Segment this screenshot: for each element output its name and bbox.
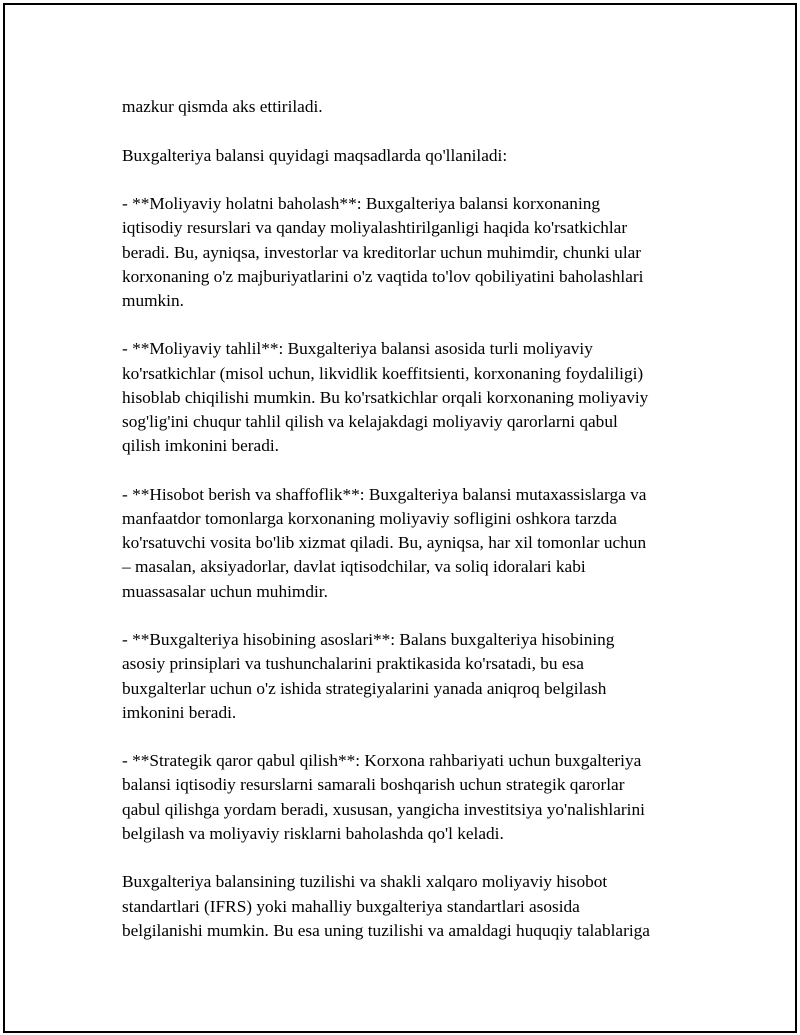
text-line: Buxgalteriya balansining tuzilishi va shakli xalqaro moliyaviy hisobot bbox=[122, 872, 608, 892]
text-line: asosiy prinsiplari va tushunchalarini praktikasida ko'rsatadi, bu esa bbox=[122, 654, 584, 674]
text-line: imkonini beradi. bbox=[122, 702, 237, 722]
text-line: balansi iqtisodiy resurslarni samarali boshqarish uchun strategik qarorlar bbox=[122, 775, 625, 795]
text-line: standartlari (IFRS) yoki mahalliy buxgalteriya standartlari asosida bbox=[122, 896, 580, 916]
text-line: ko'rsatuvchi vosita bo'lib xizmat qiladi. Bu, ayniqsa, har xil tomonlar uchun bbox=[122, 533, 647, 553]
paragraph-p0-continuation bbox=[122, 95, 697, 119]
text-line: qabul qilishga yordam beradi, xususan, yangicha investitsiya yo'nalishlarini bbox=[122, 799, 645, 819]
text-line: korxonaning o'z majburiyatlarini o'z vaqtida to'lov qobiliyatini baholashlari bbox=[122, 266, 644, 286]
text-line: - **Buxgalteriya hisobining asoslari**: Balans buxgalteriya hisobining bbox=[122, 630, 615, 650]
page-frame bbox=[3, 3, 797, 1033]
text-line: mazkur qismda aks ettiriladi. bbox=[122, 97, 323, 116]
text-line: - **Moliyaviy tahlil**: Buxgalteriya balansi asosida turli moliyaviy bbox=[122, 339, 593, 359]
text-line: beradi. Bu, ayniqsa, investorlar va kreditorlar uchun muhimdir, chunki ular bbox=[122, 242, 642, 262]
text-line: - **Hisobot berish va shaffoflik**: Buxgalteriya balansi mutaxassislarga va bbox=[122, 484, 647, 504]
text-line: manfaatdor tomonlarga korxonaning moliyaviy sofligini oshkora tarzda bbox=[122, 509, 617, 528]
text-line: mumkin. bbox=[122, 290, 184, 310]
text-line: ko'rsatkichlar (misol uchun, likvidlik koeffitsienti, korxonaning foydaliligi) bbox=[122, 363, 644, 383]
paragraph-p7-tuzilish bbox=[122, 870, 697, 943]
paragraph-p3-moliyaviy-tahlil bbox=[122, 337, 697, 458]
text-line: – masalan, aksiyadorlar, davlat iqtisodchilar, va soliq idoralari kabi bbox=[122, 557, 586, 577]
paragraph-p6-strategik bbox=[122, 749, 697, 846]
paragraph-spacer bbox=[122, 846, 697, 870]
paragraph-spacer bbox=[122, 119, 697, 143]
text-line: belgilanishi mumkin. Bu esa uning tuzilishi va amaldagi huquqiy talablariga bbox=[122, 920, 650, 940]
text-line: qilish imkonini beradi. bbox=[122, 436, 279, 456]
text-line: buxgalterlar uchun o'z ishida strategiyalarini yanada aniqroq belgilash bbox=[122, 678, 607, 698]
paragraph-spacer bbox=[122, 168, 697, 192]
text-line: sog'lig'ini chuqur tahlil qilish va kelajakdagi moliyaviy qarorlarni qabul bbox=[122, 412, 618, 432]
paragraph-p1-intro bbox=[122, 144, 697, 168]
text-line: hisoblab chiqilishi mumkin. Bu ko'rsatkichlar orqali korxonaning moliyaviy bbox=[122, 387, 649, 407]
paragraph-p2-moliyaviy-holat bbox=[122, 192, 697, 313]
text-line: belgilash va moliyaviy risklarni baholashda qo'l keladi. bbox=[122, 823, 504, 843]
paragraph-p5-asoslar bbox=[122, 628, 697, 725]
document-body bbox=[122, 95, 697, 943]
paragraph-p4-hisobot bbox=[122, 483, 697, 604]
text-line: Buxgalteriya balansi quyidagi maqsadlarda qo'llaniladi: bbox=[122, 145, 508, 165]
text-line: iqtisodiy resurslari va qanday moliyalashtirilganligi haqida ko'rsatkichlar bbox=[122, 218, 628, 238]
paragraph-spacer bbox=[122, 313, 697, 337]
paragraph-spacer bbox=[122, 604, 697, 628]
paragraph-spacer bbox=[122, 458, 697, 482]
paragraph-spacer bbox=[122, 725, 697, 749]
text-line: - **Moliyaviy holatni baholash**: Buxgalteriya balansi korxonaning bbox=[122, 194, 601, 214]
text-line: - **Strategik qaror qabul qilish**: Korxona rahbariyati uchun buxgalteriya bbox=[122, 751, 642, 771]
text-line: muassasalar uchun muhimdir. bbox=[122, 581, 328, 601]
